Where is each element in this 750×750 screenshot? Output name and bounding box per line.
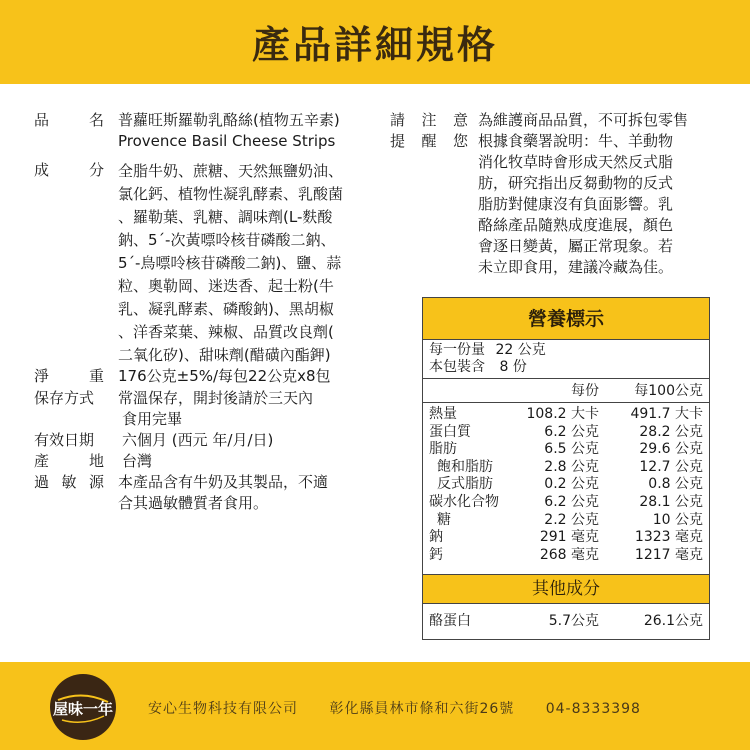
row-per-100g: 491.7 大卡 <box>630 406 703 422</box>
spec-net-weight-value: 176公克±5%/每包22公克x8包 <box>118 367 331 385</box>
spec-ingredients-label: 成 分 <box>34 161 104 179</box>
spec-allergen-label: 過 敏 源 <box>34 473 104 491</box>
spec-name-value: 普蘿旺斯羅勒乳酪絲(植物五辛素) Provence Basil Cheese Strips <box>118 111 340 150</box>
row-per-serving: 2.8 公克 <box>544 458 599 475</box>
header-bar <box>0 0 750 84</box>
page-title: 產品詳細規格 <box>251 23 498 67</box>
spec-allergen-value: 本產品含有牛奶及其製品，不適 合其過敏體質者食用。 <box>118 473 329 512</box>
row-per-100g: 26.1公克 <box>643 613 703 629</box>
row-name: 糖 <box>437 511 451 528</box>
row-per-100g: 29.6 公克 <box>639 441 703 458</box>
row-per-serving: 108.2 大卡 <box>526 406 599 422</box>
row-name: 鈣 <box>429 546 443 563</box>
row-name: 熱量 <box>429 406 457 422</box>
row-per-serving: 5.7公克 <box>548 613 599 629</box>
table-row <box>423 494 709 511</box>
servings-per-package: 本包裝含 8 份 <box>429 359 527 375</box>
other-ingredients-title: 其他成分 <box>423 574 709 604</box>
company-name: 安心生物科技有限公司 <box>148 701 298 717</box>
table-row <box>423 610 709 632</box>
divider <box>423 402 709 403</box>
table-row <box>423 476 709 493</box>
spec-storage-label: 保存方式 <box>34 389 95 407</box>
table-row <box>423 406 709 423</box>
row-name: 反式脂肪 <box>437 476 493 493</box>
table-row <box>423 441 709 458</box>
table-row <box>423 512 709 529</box>
company-phone: 04-8333398 <box>545 701 641 717</box>
column-header-per-100g: 每100公克 <box>634 383 703 399</box>
row-per-100g: 10 公克 <box>652 511 703 528</box>
row-per-serving: 291 毫克 <box>539 529 599 546</box>
row-per-100g: 12.7 公克 <box>639 458 703 475</box>
spec-net-weight-label: 淨 重 <box>34 367 104 385</box>
brand-logo <box>46 670 120 744</box>
table-row <box>423 547 709 564</box>
row-name: 飽和脂肪 <box>437 458 493 475</box>
row-per-serving: 6.2 公克 <box>544 423 599 440</box>
nutrition-table <box>422 297 710 640</box>
spec-name-label: 品 名 <box>34 111 104 129</box>
spec-shelf-life-label: 有效日期 <box>34 431 95 449</box>
row-per-100g: 0.8 公克 <box>648 476 703 493</box>
table-row <box>423 529 709 546</box>
row-per-100g: 1217 毫克 <box>634 546 703 563</box>
row-name: 碳水化合物 <box>429 494 499 510</box>
row-per-serving: 0.2 公克 <box>544 476 599 493</box>
row-per-serving: 6.5 公克 <box>544 441 599 458</box>
spec-storage-value: 常溫保存，開封後請於三天內 食用完畢 <box>118 389 314 428</box>
row-per-serving: 268 毫克 <box>539 546 599 563</box>
divider <box>423 378 709 379</box>
footer-info <box>148 698 667 718</box>
spec-origin-label: 產 地 <box>34 452 104 470</box>
svg-text:屋味一年: 屋味一年 <box>52 700 114 718</box>
row-per-100g: 1323 毫克 <box>634 529 703 546</box>
serving-size: 每一份量 22 公克 <box>429 342 546 358</box>
row-name: 鈉 <box>429 529 443 546</box>
company-address: 彰化縣員林市條和六街26號 <box>329 701 515 717</box>
row-per-100g: 28.1 公克 <box>639 494 703 510</box>
nutrition-title: 營養標示 <box>423 298 709 340</box>
spec-origin-value: 台灣 <box>122 452 153 470</box>
row-per-100g: 28.2 公克 <box>639 423 703 440</box>
table-row <box>423 459 709 476</box>
row-per-serving: 2.2 公克 <box>544 511 599 528</box>
row-name: 酪蛋白 <box>429 613 471 629</box>
notice-text: 為維護商品品質，不可拆包零售 根據食藥署說明：牛、羊動物 消化牧草時會形成天然反式脂 肪，研究指出反芻動物的反式 脂肪對健康沒有負面影響。乳 酪絲產品隨熟成度進展，顏色 會逐日變黃，屬正常現象。若 未立即食用，建議冷藏為佳。 <box>478 111 689 276</box>
row-name: 脂肪 <box>429 441 457 458</box>
row-per-serving: 6.2 公克 <box>544 494 599 510</box>
table-row <box>423 424 709 441</box>
spec-shelf-life-value: 六個月 (西元 年/月/日) <box>122 431 274 449</box>
row-name: 蛋白質 <box>429 423 471 440</box>
notice-label: 請 注 意 提 醒 您 <box>390 111 468 150</box>
spec-ingredients-value: 全脂牛奶、蔗糖、天然無鹽奶油、 氯化鈣、植物性凝乳酵素、乳酸菌 、羅勒葉、乳糖、調味劑(L-麩酸 鈉、5´-次黃嘌呤核苷磷酸二鈉、 5´-鳥嘌呤核苷磷酸二鈉)、鹽、蒜 粒、奧勒岡、迷迭香、起士粉(牛 乳、凝乳酵素、磷酸鈉)、黑胡椒 、洋香菜葉、辣椒、品質改良劑( 二氧化矽)、甜味劑(醋磺內酯鉀) <box>118 162 344 364</box>
column-header-per-serving: 每份 <box>571 383 599 399</box>
footer-bar <box>0 662 750 750</box>
